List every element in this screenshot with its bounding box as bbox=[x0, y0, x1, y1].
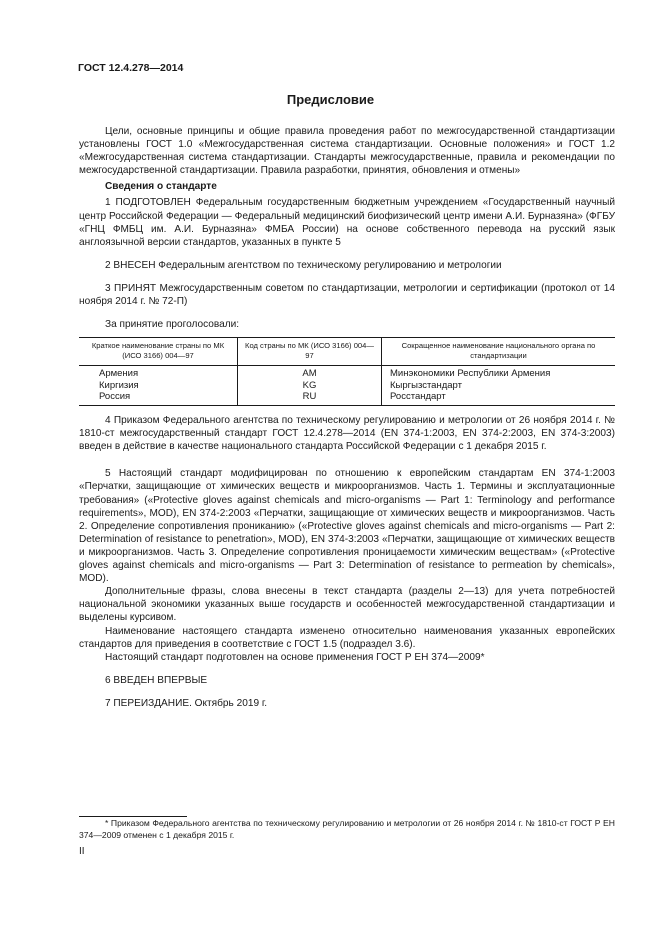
item-3-paragraph: 3 ПРИНЯТ Межгосударственным советом по стандартизации, метрологии и сертификации (протокол от 14 ноября 2014 г. № 72-П) bbox=[79, 282, 615, 308]
table-row bbox=[79, 366, 615, 406]
table-header-cell: Краткое наименование страны по МК (ИСО 3166) 004—97 bbox=[79, 338, 238, 366]
item-5-additions: Дополнительные фразы, слова внесены в текст стандарта (разделы 2—13) для учета потребностей национальной экономики указанных выше государств и особенностей межгосударственной стандартизации и выделены курсивом. bbox=[79, 586, 615, 624]
country-code: RU bbox=[302, 390, 317, 402]
item-5-paragraph: 5 Настоящий стандарт модифицирован по отношению к европейским стандартам EN 374-1:2003 «Перчатки, защищающие от химических веществ и микроорганизмов. Часть 1. Термины и эксплуатационные требования» («Protective gloves against chemicals and micro-organisms — Part 1: Terminology and performance requirements», MOD), EN 374-2:2003 «Перчатки, защищающие от химических веществ и микроорганизмов. Часть 2. Определение сопротивления прониканию» («Protective gloves against chemicals and micro-organisms — Part 2: Determination of resistance to penetration», MOD), EN 374-3:2003 «Перчатки, защищающие от химических веществ и микроорганизмов. Часть 3. Определение сопротивления проницаемости химическим веществам» («Protective gloves against chemicals and micro-organisms — Part 3: Determination of resistance to permeation by chemicals», MOD). bbox=[79, 468, 615, 585]
country-code: AM bbox=[302, 368, 317, 380]
item-7-paragraph: 7 ПЕРЕИЗДАНИЕ. Октябрь 2019 г. bbox=[105, 697, 268, 709]
country-name: Киргизия bbox=[99, 379, 139, 391]
page-number: II bbox=[79, 846, 85, 857]
page-title: Предисловие bbox=[286, 92, 375, 107]
vote-paragraph: За принятие проголосовали: bbox=[105, 319, 240, 331]
item-4-paragraph: 4 Приказом Федерального агентства по техническому регулированию и метрологии от 26 ноября 2014 г. № 1810-ст межгосударственный стандарт ГОСТ 12.4.278—2014 (EN 374-1:2003, EN 374-2:2003, EN 374-3:2003) введен в действие в качестве национального стандарта Российской Федерации с 1 декабря 2015 г. bbox=[79, 415, 615, 453]
section-subheading: Сведения о стандарте bbox=[105, 181, 217, 193]
item-1-paragraph: 1 ПОДГОТОВЛЕН Федеральным государственным бюджетным учреждением «Государственный научный центр Российской Федерации — Федеральный медицинский биофизический центр имени А.И. Бурназяна» (ФГБУ «ГНЦ ФМБЦ им. А.И. Бурназяна» ФМБА России) на основе собственного перевода на русский язык англоязычной версии стандартов, указанных в пункте 5 bbox=[79, 197, 615, 248]
standards-body: Росстандарт bbox=[390, 390, 446, 402]
item-6-paragraph: 6 ВВЕДЕН ВПЕРВЫЕ bbox=[105, 674, 208, 686]
table-header-row bbox=[79, 338, 615, 366]
country-name: Россия bbox=[99, 390, 131, 402]
country-code: KG bbox=[302, 379, 317, 391]
footnote-divider bbox=[79, 816, 187, 817]
standards-body: Минэкономики Республики Армения bbox=[390, 368, 551, 380]
intro-paragraph: Цели, основные принципы и общие правила проведения работ по межгосударственной стандартизации установлены ГОСТ 1.0 «Межгосударственная система стандартизации. Основные положения» и ГОСТ 1.2 «Межгосударственная система стандартизации. Стандарты межгосударственные, правила и рекомендации по межгосударственной стандартизации. Правила разработки, принятия, обновления и отмены» bbox=[79, 126, 615, 177]
footnote: * Приказом Федерального агентства по техническому регулированию и метрологии от 26 ноября 2014 г. № 1810-ст ГОСТ Р ЕН 374—2009 отменен с 1 декабря 2015 г. bbox=[79, 818, 615, 840]
country-name: Армения bbox=[99, 368, 139, 380]
document-header: ГОСТ 12.4.278—2014 bbox=[78, 62, 184, 74]
item-2-paragraph: 2 ВНЕСЕН Федеральным агентством по техническому регулированию и метрологии bbox=[105, 259, 502, 271]
item-5-name-change: Наименование настоящего стандарта изменено относительно наименования указанных европейских стандартов для приведения в соответствие с ГОСТ 1.5 (подраздел 3.6). bbox=[79, 625, 615, 650]
standards-body: Кыргызстандарт bbox=[390, 379, 462, 391]
table-header-cell: Код страны по МК (ИСО 3166) 004—97 bbox=[238, 338, 382, 366]
document-body bbox=[79, 125, 615, 710]
item-5-basis: Настоящий стандарт подготовлен на основе применения ГОСТ Р ЕН 374—2009* bbox=[105, 651, 485, 663]
voting-table bbox=[79, 337, 615, 406]
table-header-cell: Сокращенное наименование национального органа по стандартизации bbox=[382, 338, 616, 366]
